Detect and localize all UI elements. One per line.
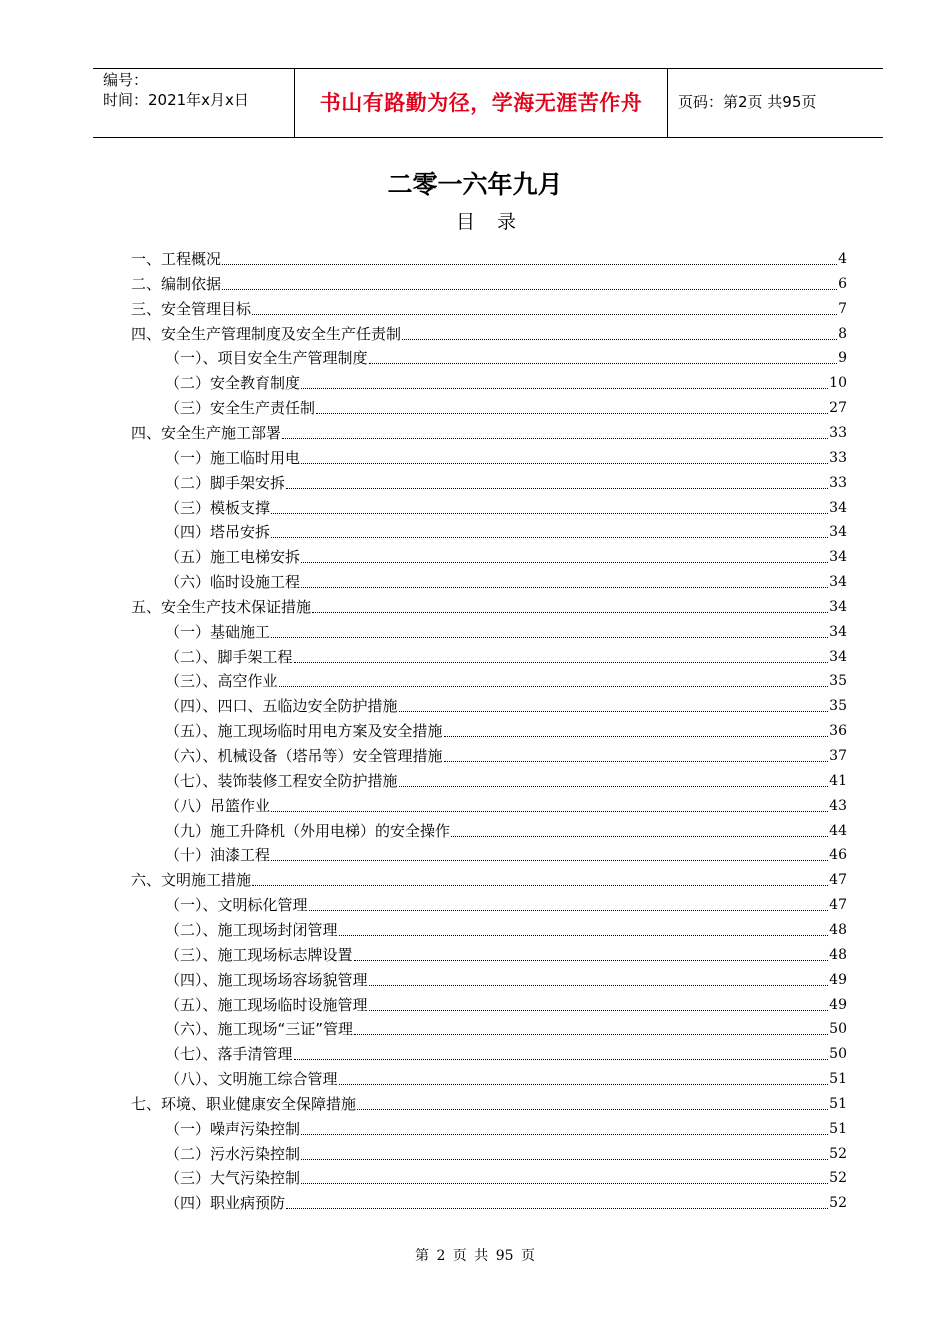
toc-title: 目 录 — [455, 211, 525, 233]
toc-entry-title: 五、安全生产技术保证措施 — [131, 597, 312, 616]
toc-entry[interactable] — [165, 1139, 847, 1164]
toc-entry-title: （六）、机械设备（塔吊等）安全管理措施 — [165, 747, 443, 765]
toc-entry-title: （八）吊篮作业 — [165, 796, 271, 815]
toc-entry[interactable] — [165, 468, 847, 493]
toc-entry-page: 48 — [829, 946, 847, 963]
toc-entry[interactable] — [131, 865, 847, 890]
toc-entry-page: 47 — [829, 897, 847, 914]
toc-dot-leader — [451, 835, 828, 837]
toc-entry-title: （四）职业病预防 — [165, 1194, 286, 1213]
toc-entry-page: 7 — [838, 300, 847, 317]
toc-entry-page: 8 — [838, 325, 847, 342]
toc-entry[interactable] — [165, 791, 847, 816]
toc-dot-leader — [339, 1083, 829, 1085]
toc-entry-title: 四、安全生产管理制度及安全生产任责制 — [131, 324, 402, 343]
toc-entry[interactable] — [165, 567, 847, 592]
toc-entry-page: 34 — [829, 598, 847, 615]
toc-entry-title: （十）油漆工程 — [165, 846, 271, 865]
toc-entry-page: 47 — [829, 872, 847, 889]
toc-dot-leader — [402, 338, 837, 340]
toc-entry[interactable] — [165, 766, 847, 791]
toc-entry-page: 51 — [829, 1120, 847, 1137]
toc-entry-title: （三）、施工现场标志牌设置 — [165, 945, 353, 964]
toc-entry-page: 35 — [829, 673, 847, 690]
toc-entry-title: （二）污水污染控制 — [165, 1144, 301, 1163]
toc-entry[interactable] — [165, 1114, 847, 1139]
toc-entry-title: （一）基础施工 — [165, 622, 271, 641]
toc-entry-page: 34 — [829, 623, 847, 640]
toc-dot-leader — [316, 412, 828, 414]
toc-entry-title: （二）脚手架安拆 — [165, 473, 286, 492]
toc-entry-title: 二、编制依据 — [131, 274, 222, 293]
toc-dot-leader — [301, 1182, 828, 1184]
toc-dot-leader — [354, 1033, 828, 1035]
toc-entry[interactable] — [165, 443, 847, 468]
toc-entry[interactable] — [165, 493, 847, 518]
toc-dot-leader — [354, 959, 829, 961]
toc-entry-title: 一、工程概况 — [131, 250, 222, 268]
toc-entry-page: 33 — [829, 424, 847, 441]
toc-dot-leader — [271, 536, 828, 538]
toc-entry[interactable] — [165, 666, 847, 691]
toc-dot-leader — [271, 810, 828, 812]
toc-entry[interactable] — [165, 741, 847, 766]
toc-dot-leader — [282, 437, 828, 439]
document-time-label: 时间：2021年x月x日 — [103, 91, 249, 109]
toc-entry[interactable] — [131, 294, 847, 319]
toc-entry-title: （二）安全教育制度 — [165, 374, 301, 393]
toc-entry[interactable] — [165, 542, 847, 567]
toc-entry[interactable] — [165, 965, 847, 990]
toc-entry[interactable] — [131, 244, 847, 269]
toc-entry-title: （四）塔吊安拆 — [165, 523, 271, 542]
toc-entry[interactable] — [165, 1064, 847, 1089]
toc-entry-title: （二）、施工现场封闭管理 — [165, 920, 338, 939]
toc-entry-page: 43 — [829, 797, 847, 814]
toc-entry[interactable] — [165, 716, 847, 741]
toc-entry-title: （六）、施工现场“三证”管理 — [165, 1020, 354, 1039]
toc-entry-title: （四）、四口、五临边安全防护措施 — [165, 697, 398, 716]
toc-dot-leader — [271, 512, 828, 514]
toc-dot-leader — [312, 611, 828, 613]
toc-entry-page: 34 — [829, 648, 847, 665]
toc-entry[interactable] — [165, 691, 847, 716]
toc-dot-leader — [369, 984, 829, 986]
toc-entry-page: 37 — [829, 748, 847, 764]
toc-entry-title: （一）、项目安全生产管理制度 — [165, 349, 368, 368]
toc-dot-leader — [339, 934, 829, 936]
toc-entry-page: 35 — [829, 698, 847, 715]
toc-entry-page: 34 — [829, 499, 847, 516]
toc-entry-page: 48 — [829, 921, 847, 938]
toc-dot-leader — [222, 288, 837, 290]
toc-entry[interactable] — [165, 1014, 847, 1039]
toc-dot-leader — [252, 313, 837, 315]
toc-entry-page: 34 — [829, 549, 847, 566]
toc-entry-page: 41 — [829, 772, 847, 789]
toc-dot-leader — [222, 263, 837, 265]
toc-entry-page: 33 — [829, 449, 847, 466]
page-footer: 第 2 页 共 95 页 — [415, 1248, 535, 1264]
toc-entry-page: 52 — [829, 1170, 847, 1187]
toc-dot-leader — [271, 859, 828, 861]
toc-entry-title: （三）、高空作业 — [165, 672, 278, 691]
toc-entry-title: （四）、施工现场场容场貌管理 — [165, 970, 368, 989]
toc-entry-title: （六）临时设施工程 — [165, 573, 301, 592]
toc-entry[interactable] — [131, 418, 847, 443]
toc-entry-page: 50 — [829, 1046, 847, 1063]
toc-entry-page: 9 — [838, 350, 847, 367]
toc-dot-leader — [301, 1133, 828, 1135]
toc-entry-page: 49 — [829, 971, 847, 988]
toc-entry[interactable] — [165, 890, 847, 915]
toc-entry-title: （一）施工临时用电 — [165, 448, 301, 467]
toc-dot-leader — [279, 685, 829, 687]
toc-entry[interactable] — [165, 940, 847, 965]
toc-entry[interactable] — [131, 1089, 847, 1114]
header-page-info: 页码：第2页 共95页 — [678, 93, 817, 111]
toc-dot-leader — [369, 362, 838, 364]
toc-dot-leader — [444, 735, 829, 737]
toc-entry-page: 46 — [829, 847, 847, 864]
toc-entry-title: （七）、装饰装修工程安全防护措施 — [165, 771, 398, 790]
toc-entry-page: 52 — [829, 1195, 847, 1212]
toc-entry[interactable] — [165, 393, 847, 418]
toc-entry-page: 51 — [829, 1095, 847, 1112]
toc-dot-leader — [252, 884, 828, 886]
toc-dot-leader — [286, 487, 828, 489]
toc-entry-title: 六、文明施工措施 — [131, 871, 252, 890]
toc-entry[interactable] — [165, 990, 847, 1015]
toc-entry-title: （三）安全生产责任制 — [165, 399, 316, 418]
toc-dot-leader — [301, 387, 828, 389]
toc-entry-title: （一）噪声污染控制 — [165, 1119, 301, 1138]
toc-entry-title: （七）、落手清管理 — [165, 1045, 293, 1064]
header-motto: 书山有路勤为径，学海无涯苦作舟 — [319, 91, 643, 115]
toc-entry[interactable] — [165, 343, 847, 368]
toc-entry-page: 34 — [829, 574, 847, 591]
toc-entry-page: 33 — [829, 474, 847, 491]
toc-entry-page: 49 — [829, 996, 847, 1013]
toc-dot-leader — [301, 1158, 828, 1160]
toc-dot-leader — [369, 1009, 829, 1011]
document-header — [93, 68, 883, 138]
toc-entry-page: 27 — [829, 400, 847, 417]
toc-entry-page: 36 — [829, 723, 847, 740]
toc-entry-page: 52 — [829, 1145, 847, 1162]
toc-dot-leader — [399, 710, 829, 712]
toc-dot-leader — [301, 561, 828, 563]
toc-entry-title: （五）施工电梯安拆 — [165, 548, 301, 567]
header-motto-cell — [295, 69, 668, 137]
toc-entry-page: 51 — [829, 1071, 847, 1088]
toc-entry-title: （九）施工升降机（外用电梯）的安全操作 — [165, 821, 451, 840]
toc-entry-title: （八）、文明施工综合管理 — [165, 1070, 338, 1089]
toc-entry-page: 34 — [829, 524, 847, 541]
toc-entry[interactable] — [165, 368, 847, 393]
document-number-label: 编号： — [103, 71, 149, 89]
toc-entry-title: （三）模板支撑 — [165, 498, 271, 517]
toc-dot-leader — [399, 785, 829, 787]
toc-entry[interactable] — [165, 617, 847, 642]
toc-entry-title: （三）大气污染控制 — [165, 1169, 301, 1188]
toc-entry[interactable] — [165, 1163, 847, 1188]
toc-entry-page: 10 — [829, 375, 847, 392]
toc-dot-leader — [357, 1108, 828, 1110]
toc-entry-title: 四、安全生产施工部署 — [131, 423, 282, 442]
toc-entry[interactable] — [131, 269, 847, 294]
toc-dot-leader — [301, 462, 828, 464]
toc-entry[interactable] — [165, 642, 847, 667]
toc-entry-page: 44 — [829, 822, 847, 839]
toc-entry[interactable] — [165, 517, 847, 542]
toc-entry-title: （五）、施工现场临时用电方案及安全措施 — [165, 722, 443, 741]
toc-dot-leader — [309, 909, 829, 911]
toc-entry[interactable] — [165, 840, 847, 865]
toc-entry-page: 50 — [829, 1021, 847, 1038]
date-title: 二零一六年九月 — [387, 170, 563, 199]
toc-dot-leader — [301, 586, 828, 588]
toc-entry-title: 七、环境、职业健康安全保障措施 — [131, 1094, 357, 1113]
header-meta-cell — [93, 69, 295, 137]
header-page-cell — [668, 69, 883, 137]
toc-entry[interactable] — [165, 816, 847, 841]
toc-entry-title: 三、安全管理目标 — [131, 299, 252, 318]
toc-entry-title: （五）、施工现场临时设施管理 — [165, 995, 368, 1014]
toc-dot-leader — [294, 661, 829, 663]
toc-entry[interactable] — [165, 915, 847, 940]
toc-entry-title: （一）、文明标化管理 — [165, 896, 308, 915]
toc-entry-title: （二）、脚手架工程 — [165, 647, 293, 666]
toc-dot-leader — [294, 1058, 829, 1060]
toc-entry[interactable] — [131, 319, 847, 344]
toc-entry-page: 4 — [838, 251, 847, 267]
toc-entry[interactable] — [165, 1039, 847, 1064]
toc-dot-leader — [271, 636, 828, 638]
toc-dot-leader — [286, 1207, 828, 1209]
toc-entry-page: 6 — [838, 275, 847, 292]
toc-entry[interactable] — [131, 592, 847, 617]
toc-entry[interactable] — [165, 1188, 847, 1213]
toc-dot-leader — [444, 760, 829, 762]
